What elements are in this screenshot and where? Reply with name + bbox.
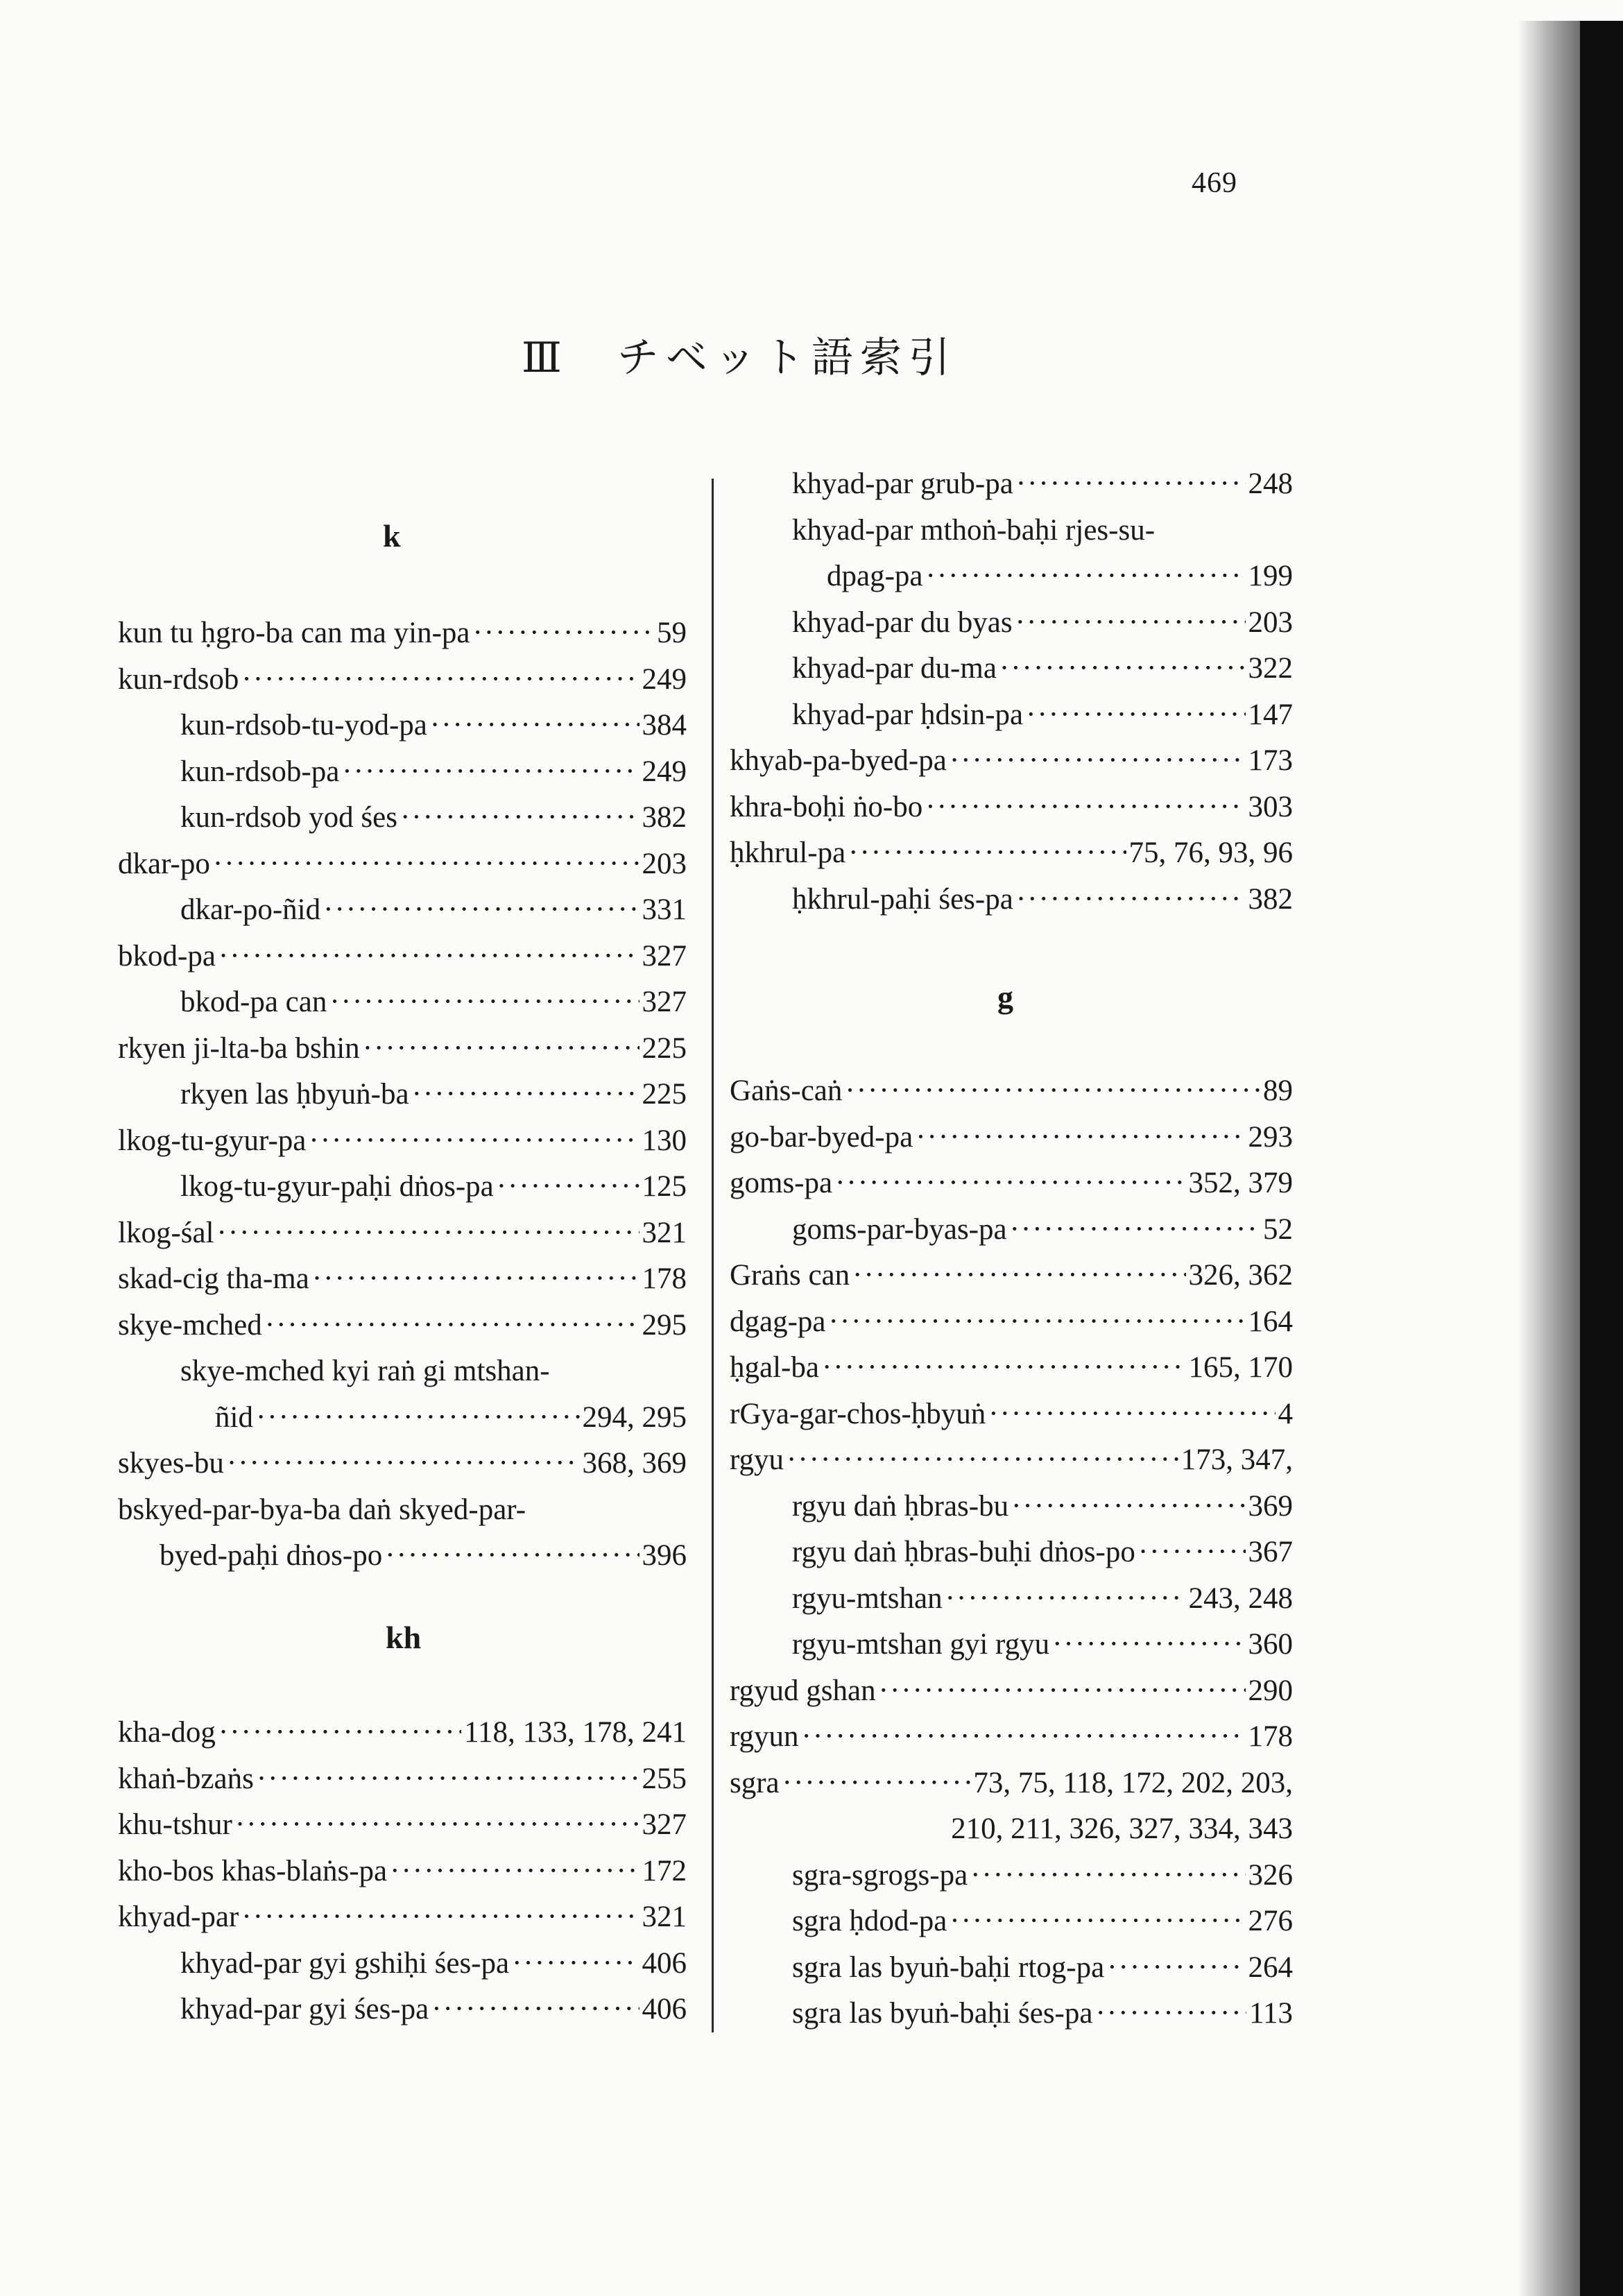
binding-edge	[1580, 21, 1623, 2296]
index-entry	[792, 646, 1293, 692]
entry-pages: 225	[642, 1078, 687, 1111]
entry-term: sgra las byuṅ-baḥi rtog-pa	[792, 1951, 1105, 1984]
entry-term: kho-bos khas-blaṅs-pa	[118, 1854, 388, 1887]
dot-leader	[400, 795, 639, 841]
entry-term: skye-mched	[118, 1308, 262, 1342]
entry-pages: 303	[1248, 790, 1293, 823]
section-heading: g	[997, 979, 1013, 1015]
dot-leader	[970, 1853, 1245, 1899]
dot-leader	[845, 1068, 1260, 1114]
index-entry	[180, 1072, 687, 1117]
index-entry	[180, 1348, 687, 1394]
entry-term: Gaṅs-caṅ	[730, 1074, 843, 1107]
index-entry	[118, 841, 687, 887]
index-entry	[730, 830, 1293, 876]
entry-pages: 368, 369	[582, 1447, 687, 1480]
entry-term: khyad-par gyi gshiḥi śes-pa	[180, 1946, 510, 1980]
entry-term: ñid	[215, 1400, 253, 1434]
index-entry	[118, 1487, 687, 1533]
entry-term: rgyu-mtshan	[792, 1582, 943, 1615]
entry-pages: 125	[642, 1170, 687, 1203]
dot-leader	[497, 1164, 639, 1210]
entry-pages: 172	[642, 1854, 687, 1887]
index-entry	[792, 1991, 1293, 2037]
dot-leader	[363, 1026, 639, 1072]
index-entry	[160, 1533, 687, 1579]
entry-pages: 164	[1248, 1305, 1293, 1338]
index-entry	[827, 554, 1293, 599]
entry-pages: 255	[642, 1762, 687, 1795]
entry-pages: 73, 75, 118, 172, 202, 203,	[973, 1766, 1293, 1799]
dot-leader	[309, 1118, 639, 1164]
entry-pages: 276	[1248, 1905, 1293, 1937]
index-entry	[792, 692, 1293, 738]
index-entry	[730, 1714, 1293, 1760]
dot-leader	[1015, 600, 1246, 646]
entry-pages: 406	[642, 1993, 687, 2025]
entry-pages: 382	[1248, 882, 1293, 916]
index-entry	[730, 1160, 1293, 1206]
dot-leader	[472, 610, 654, 656]
entry-pages: 243, 248	[1188, 1582, 1293, 1615]
entry-term: goms-pa	[730, 1167, 833, 1199]
dot-leader	[1010, 1207, 1260, 1253]
dot-leader	[431, 1987, 639, 2032]
dot-leader	[241, 1894, 639, 1940]
dot-leader	[323, 887, 639, 933]
entry-pages: 382	[642, 801, 687, 834]
dot-leader	[1095, 1991, 1246, 2037]
entry-term: rkyen las ḥbyuṅ-ba	[180, 1078, 409, 1111]
index-entry	[118, 1710, 687, 1756]
entry-pages: 147	[1248, 698, 1293, 731]
dot-leader	[1026, 692, 1245, 738]
index-entry	[118, 1756, 687, 1802]
entry-term: khyad-par ḥdsin-pa	[792, 698, 1024, 731]
entry-term: sgra las byuṅ-baḥi śes-pa	[792, 1997, 1093, 2030]
entry-term: go-bar-byed-pa	[730, 1120, 913, 1154]
index-entry	[730, 1299, 1293, 1345]
index-entry	[792, 1484, 1293, 1530]
dot-leader	[1138, 1530, 1246, 1575]
entry-pages: 75, 76, 93, 96	[1128, 837, 1293, 869]
index-entry	[889, 1806, 1293, 1852]
dot-leader	[802, 1714, 1246, 1760]
index-entry	[180, 979, 687, 1025]
entry-pages: 367	[1248, 1536, 1293, 1568]
entry-term: lkog-śal	[118, 1216, 214, 1249]
index-entry	[730, 738, 1293, 784]
entry-pages: 327	[642, 939, 687, 973]
index-entry	[792, 600, 1293, 646]
index-entry	[730, 1068, 1293, 1114]
dot-leader	[988, 1391, 1275, 1437]
entry-pages: 331	[642, 893, 687, 926]
entry-pages: 52	[1263, 1213, 1293, 1246]
entry-pages: 249	[642, 755, 687, 788]
dot-leader	[329, 979, 639, 1025]
dot-leader	[241, 657, 639, 703]
entry-term: skye-mched kyi raṅ gi mtshan-	[180, 1355, 550, 1387]
index-entry	[730, 1115, 1293, 1160]
entry-term: kun-rdsob-tu-yod-pa	[180, 709, 427, 742]
entry-term: dpag-pa	[827, 560, 923, 592]
entry-pages: 384	[642, 709, 687, 742]
section-heading: kh	[386, 1620, 422, 1655]
dot-leader	[950, 1899, 1245, 1944]
entry-pages: 203	[642, 847, 687, 880]
dot-leader	[829, 1299, 1246, 1345]
entry-term: khu-tshur	[118, 1808, 232, 1841]
index-entry	[180, 887, 687, 933]
index-entry	[180, 1941, 687, 1987]
index-entry	[118, 1256, 687, 1302]
entry-term: rkyen ji-lta-ba bshin	[118, 1031, 360, 1065]
entry-pages: 130	[642, 1124, 687, 1157]
column-divider	[712, 479, 714, 2032]
entry-term: ḥgal-ba	[730, 1351, 819, 1384]
entry-pages: 203	[1248, 606, 1293, 639]
entry-pages: 4	[1278, 1397, 1293, 1430]
dot-leader	[945, 1576, 1186, 1622]
entry-term: kun-rdsob yod śes	[180, 801, 397, 834]
dot-leader	[848, 830, 1126, 876]
dot-leader	[235, 1802, 639, 1848]
entry-pages: 118, 133, 178, 241	[464, 1716, 687, 1749]
dot-leader	[342, 749, 639, 795]
entry-term: goms-par-byas-pa	[792, 1213, 1007, 1246]
entry-pages: 225	[642, 1031, 687, 1065]
index-entry	[730, 1760, 1293, 1806]
dot-leader	[950, 738, 1246, 784]
index-entry	[792, 1530, 1293, 1575]
entry-term: rgyud gshan	[730, 1674, 876, 1707]
entry-pages: 396	[642, 1539, 687, 1572]
entry-pages: 352, 379	[1188, 1167, 1293, 1199]
entry-term: rgyu	[730, 1443, 784, 1476]
entry-pages: 295	[642, 1308, 687, 1342]
entry-term: skyes-bu	[118, 1447, 224, 1480]
entry-pages: 89	[1263, 1074, 1293, 1107]
entry-term: rGya-gar-chos-ḥbyuṅ	[730, 1397, 986, 1430]
dot-leader	[385, 1533, 639, 1579]
dot-leader	[925, 785, 1245, 830]
dot-leader	[835, 1160, 1185, 1206]
entry-pages: 326, 362	[1188, 1259, 1293, 1292]
dot-leader	[312, 1256, 639, 1302]
index-entry	[180, 1164, 687, 1210]
index-entry	[118, 1026, 687, 1072]
entry-term: rgyu daṅ ḥbras-bu	[792, 1489, 1009, 1523]
entry-pages: 178	[1248, 1720, 1293, 1753]
index-entry	[118, 610, 687, 656]
dot-leader	[512, 1941, 639, 1987]
dot-leader	[1011, 1484, 1245, 1530]
index-entry	[792, 1207, 1293, 1253]
entry-term: ḥkhrul-paḥi śes-pa	[792, 882, 1013, 916]
index-entry	[730, 1345, 1293, 1391]
index-entry	[180, 749, 687, 795]
entry-pages: 249	[642, 662, 687, 696]
dot-leader	[218, 934, 639, 979]
entry-term: ḥkhrul-pa	[730, 837, 846, 869]
entry-term: sgra-sgrogs-pa	[792, 1858, 968, 1892]
entry-term: byed-paḥi dṅos-po	[160, 1539, 383, 1572]
dot-leader	[822, 1345, 1186, 1391]
entry-pages: 369	[1248, 1489, 1293, 1523]
entry-pages: 322	[1248, 652, 1293, 685]
entry-term: kun tu ḥgro-ba can ma yin-pa	[118, 617, 470, 649]
entry-term: khyad-par du byas	[792, 606, 1013, 639]
entry-term: khyad-par grub-pa	[792, 468, 1013, 500]
entry-pages: 199	[1248, 560, 1293, 592]
entry-pages: 321	[642, 1216, 687, 1249]
dot-leader	[1052, 1622, 1245, 1668]
entry-pages: 406	[642, 1946, 687, 1980]
dot-leader	[999, 646, 1246, 692]
entry-term: khyab-pa-byed-pa	[730, 744, 947, 777]
entry-term: bkod-pa can	[180, 986, 327, 1018]
index-entry	[792, 1945, 1293, 1991]
index-entry	[730, 785, 1293, 830]
entry-term: kha-dog	[118, 1716, 216, 1749]
index-entry	[180, 795, 687, 841]
index-entry	[730, 1668, 1293, 1714]
index-entry	[118, 934, 687, 979]
index-entry	[792, 877, 1293, 923]
dot-leader	[916, 1115, 1245, 1160]
section-heading: k	[383, 518, 401, 554]
index-entry	[180, 1987, 687, 2032]
dot-leader	[1016, 877, 1246, 923]
index-entry	[792, 508, 1293, 554]
entry-pages: 178	[642, 1262, 687, 1295]
entry-term: dkar-po	[118, 847, 210, 880]
entry-pages: 173	[1248, 744, 1293, 777]
entry-term: khra-boḥi ṅo-bo	[730, 790, 923, 823]
entry-term: rgyu-mtshan gyi rgyu	[792, 1628, 1050, 1661]
entry-term: khaṅ-bzaṅs	[118, 1762, 254, 1795]
index-entry	[792, 1576, 1293, 1622]
index-entry	[118, 1894, 687, 1940]
entry-term: dkar-po-ñid	[180, 893, 321, 926]
entry-pages: 173, 347,	[1180, 1443, 1293, 1476]
dot-leader	[217, 1210, 639, 1256]
entry-term: khyad-par du-ma	[792, 652, 997, 685]
entry-term: sgra ḥdod-pa	[792, 1905, 947, 1937]
index-entry	[180, 703, 687, 748]
dot-leader	[257, 1756, 639, 1802]
entry-pages: 264	[1248, 1951, 1293, 1984]
entry-term: bskyed-par-bya-ba daṅ skyed-par-	[118, 1493, 526, 1526]
index-entry	[792, 1853, 1293, 1899]
entry-term: lkog-tu-gyur-pa	[118, 1124, 307, 1157]
entry-pages: 113	[1249, 1997, 1293, 2030]
entry-pages: 293	[1248, 1120, 1293, 1154]
dot-leader	[926, 554, 1246, 599]
entry-term: rgyun	[730, 1720, 799, 1753]
entry-pages: 59	[657, 617, 687, 649]
entry-term: khyad-par mthoṅ-baḥi rjes-su-	[792, 513, 1156, 547]
index-entry	[730, 1253, 1293, 1299]
index-entry	[118, 1441, 687, 1487]
entry-term: kun-rdsob-pa	[180, 755, 340, 788]
entry-term: sgra	[730, 1766, 780, 1799]
index-entry	[215, 1395, 687, 1441]
page-title: Ⅲ チベット語索引	[522, 335, 957, 381]
index-entry	[730, 1437, 1293, 1483]
entry-pages: 321	[642, 1901, 687, 1933]
entry-pages: 360	[1248, 1628, 1293, 1661]
index-entry	[118, 1802, 687, 1848]
entry-pages: 326	[1248, 1858, 1293, 1892]
dot-leader	[1016, 461, 1246, 507]
index-entry	[118, 1118, 687, 1164]
entry-term: bkod-pa	[118, 939, 216, 973]
dot-leader	[430, 703, 639, 748]
index-entry	[118, 1303, 687, 1348]
index-entry	[118, 1849, 687, 1894]
entry-pages: 165, 170	[1188, 1351, 1293, 1384]
dot-leader	[782, 1760, 971, 1806]
index-entry	[730, 1391, 1293, 1437]
entry-term: rgyu daṅ ḥbras-buḥi dṅos-po	[792, 1536, 1135, 1568]
dot-leader	[879, 1668, 1246, 1714]
dot-leader	[218, 1710, 461, 1756]
dot-leader	[1107, 1945, 1245, 1991]
dot-leader	[213, 841, 639, 887]
dot-leader	[787, 1437, 1178, 1483]
dot-leader	[256, 1395, 580, 1441]
entry-term: lkog-tu-gyur-paḥi dṅos-pa	[180, 1170, 494, 1203]
entry-term: khyad-par gyi śes-pa	[180, 1993, 429, 2025]
index-entry	[792, 1622, 1293, 1668]
entry-term: Graṅs can	[730, 1259, 850, 1292]
dot-leader	[852, 1253, 1185, 1299]
entry-term: khyad-par	[118, 1901, 239, 1933]
entry-pages: 327	[642, 986, 687, 1018]
index-entry	[792, 1899, 1293, 1944]
entry-term: kun-rdsob	[118, 662, 239, 696]
page-number: 469	[1192, 167, 1237, 199]
entry-term: skad-cig tha-ma	[118, 1262, 309, 1295]
dot-leader	[227, 1441, 580, 1487]
dot-leader	[412, 1072, 639, 1117]
index-entry	[792, 461, 1293, 507]
binding-shadow	[1518, 21, 1580, 2296]
entry-pages: 290	[1248, 1674, 1293, 1707]
entry-pages: 210, 211, 326, 327, 334, 343	[951, 1813, 1293, 1845]
entry-pages: 327	[642, 1808, 687, 1841]
dot-leader	[390, 1849, 639, 1894]
entry-pages: 248	[1248, 468, 1293, 500]
entry-pages: 294, 295	[582, 1400, 687, 1434]
entry-term: dgag-pa	[730, 1305, 826, 1338]
index-entry	[118, 657, 687, 703]
dot-leader	[265, 1303, 639, 1348]
index-entry	[118, 1210, 687, 1256]
